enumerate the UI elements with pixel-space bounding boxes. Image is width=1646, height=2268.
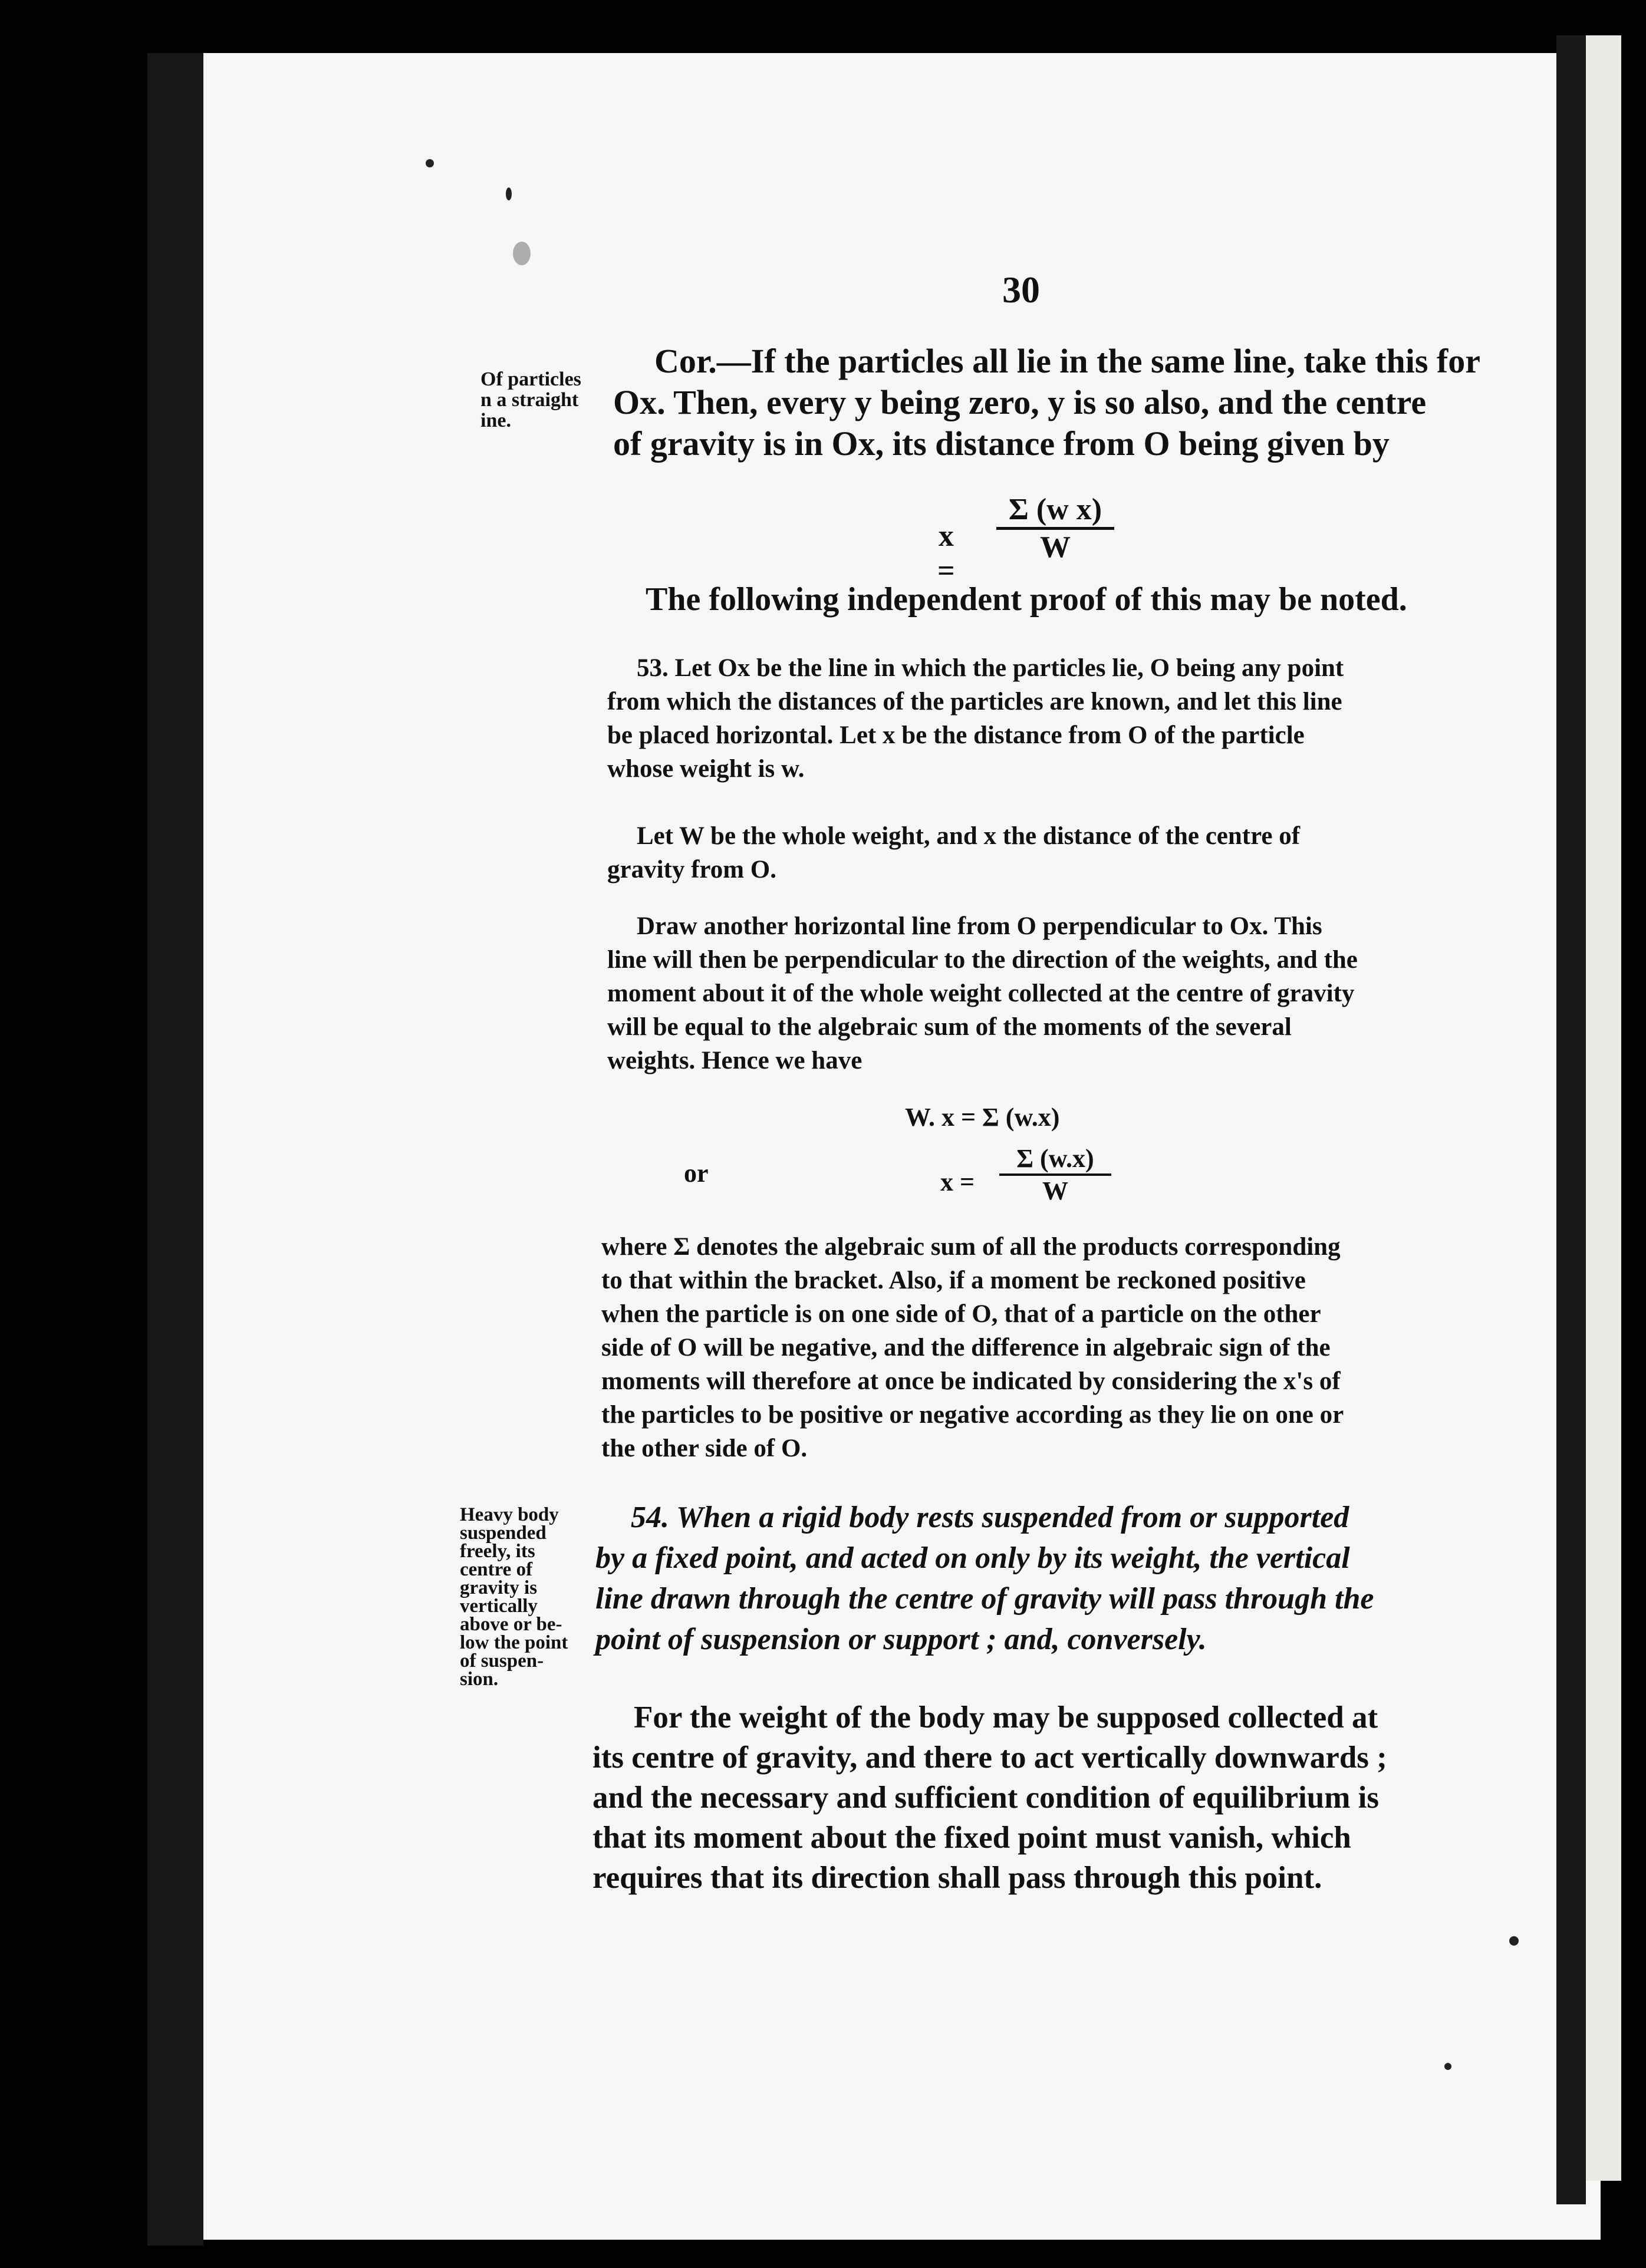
where-line: to that within the bracket. Also, if a moment be reckoned positive (601, 1267, 1306, 1294)
margin-note-line: vertically (460, 1595, 538, 1617)
final-line: For the weight of the body may be supposed collected at (634, 1700, 1378, 1735)
margin-note-line: ine. (480, 410, 511, 431)
paragraph-53 (607, 651, 1436, 786)
margin-note-line: above or be- (460, 1614, 562, 1635)
where-line: when the particle is on one side of O, that of a particle on the other (601, 1300, 1321, 1328)
right-gutter (1556, 35, 1586, 2204)
draw-line: Draw another horizontal line from O perpendicular to Ox. This (637, 912, 1322, 940)
margin-note-line: sion. (460, 1669, 499, 1690)
formula-lhs: x = (937, 519, 955, 588)
p53-line: from which the distances of the particles are known, and let this line (607, 688, 1342, 716)
margin-note-line: gravity is (460, 1577, 538, 1598)
speck (1444, 2063, 1451, 2070)
draw-line: moment about it of the whole weight collected at the centre of gravity (607, 980, 1355, 1007)
final-line: and the necessary and sufficient condition of equilibrium is (592, 1781, 1379, 1815)
p54-line: line drawn through the centre of gravity will pass through the (595, 1582, 1374, 1616)
p53-line: whose weight is w. (607, 755, 805, 783)
proof-intro: The following independent proof of this may be noted. (646, 581, 1407, 618)
where-line: side of O will be negative, and the difference in algebraic sign of the (601, 1334, 1331, 1362)
page-number: 30 (1002, 269, 1040, 311)
formula-lhs: x = (940, 1168, 975, 1196)
cor-line: of gravity is in Ox, its distance from O being given by (613, 424, 1390, 463)
margin-note-line: low the point (460, 1632, 568, 1653)
margin-note-line: suspended (460, 1522, 547, 1544)
paragraph-draw (607, 909, 1436, 1077)
draw-line: weights. Hence we have (607, 1047, 862, 1074)
margin-note-line: freely, its (460, 1541, 535, 1562)
margin-note-line: Of particles (480, 368, 581, 390)
let-w-line: Let W be the whole weight, and x the distance of the centre of (637, 822, 1301, 850)
margin-note-heavy-body (460, 1506, 568, 1689)
paragraph-final (592, 1697, 1424, 1898)
speck (1509, 1936, 1519, 1946)
p53-line: be placed horizontal. Let x be the distance from O of the particle (607, 721, 1305, 749)
where-line: the particles to be positive or negative according as they lie on one or (601, 1401, 1344, 1429)
speck (426, 159, 434, 167)
cor-line: Ox. Then, every y being zero, y is so also, and the centre (613, 383, 1427, 421)
speck (506, 187, 512, 200)
cor-paragraph (613, 341, 1480, 464)
binding-shadow (147, 53, 203, 2246)
paragraph-let-w (607, 819, 1436, 886)
cor-line: Cor.—If the particles all lie in the same line, take this for (654, 342, 1480, 380)
margin-note-line: centre of (460, 1559, 533, 1580)
speck (513, 242, 531, 265)
final-line: its centre of gravity, and there to act vertically downwards ; (592, 1740, 1387, 1775)
where-line: the other side of O. (601, 1435, 808, 1462)
margin-note-line: of suspen- (460, 1650, 544, 1672)
p53-line: 53. Let Ox be the line in which the particles lie, O being any point (637, 654, 1344, 682)
where-line: moments will therefore at once be indicated by considering the x's of (601, 1367, 1341, 1395)
formula-denominator: W (1042, 1176, 1068, 1205)
formula-numerator: Σ (w.x) (1016, 1144, 1094, 1173)
margin-note-straight-line (480, 369, 581, 431)
draw-line: will be equal to the algebraic sum of the moments of the several (607, 1013, 1292, 1041)
p54-line: by a fixed point, and acted on only by its weight, the vertical (595, 1541, 1350, 1575)
p54-line: point of suspension or support ; and, conversely. (595, 1623, 1207, 1656)
final-line: requires that its direction shall pass through this point. (592, 1861, 1322, 1895)
formula-denominator: W (1040, 530, 1071, 564)
margin-note-line: n a straight (480, 389, 579, 411)
p54-line: 54. When a rigid body rests suspended from or supported (631, 1501, 1349, 1534)
or-label: or (684, 1159, 709, 1188)
paragraph-54 (595, 1497, 1427, 1660)
final-line: that its moment about the fixed point must vanish, which (592, 1821, 1351, 1855)
formula-moment: W. x = Σ (w.x) (905, 1103, 1060, 1132)
let-w-line: gravity from O. (607, 856, 776, 884)
formula-numerator: Σ (w x) (1008, 493, 1102, 526)
margin-note-line: Heavy body (460, 1504, 559, 1525)
paragraph-where (601, 1230, 1430, 1465)
facing-page-edge (1586, 35, 1621, 2181)
draw-line: line will then be perpendicular to the direction of the weights, and the (607, 946, 1358, 974)
where-line: where Σ denotes the algebraic sum of all the products corresponding (601, 1233, 1341, 1261)
